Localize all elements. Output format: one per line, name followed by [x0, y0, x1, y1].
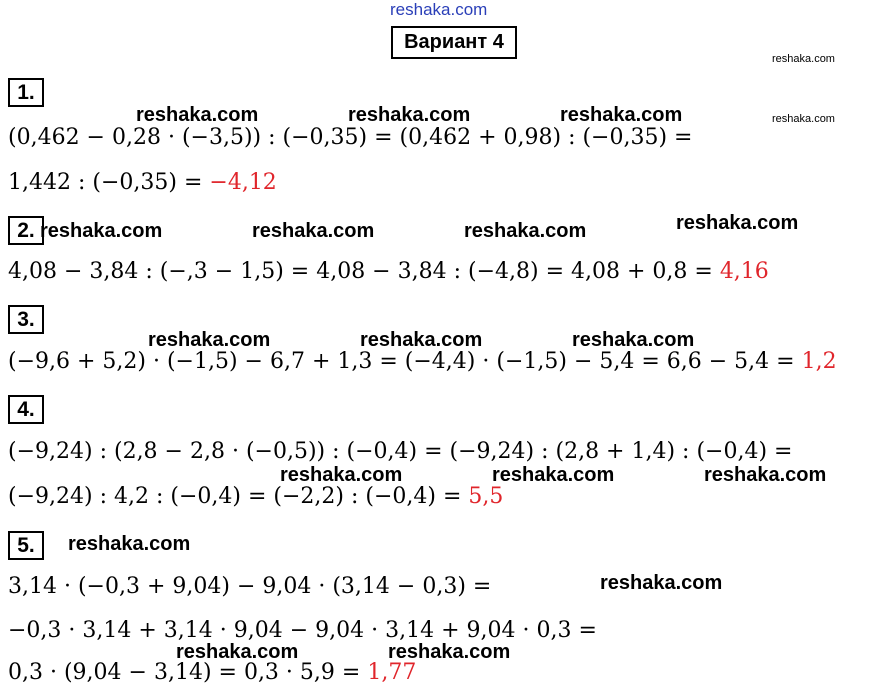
- equation-line: (0,462 − 0,28 · (−3,5)) : (−0,35) = (0,462 + 0,98) : (−0,35) =: [8, 125, 693, 150]
- watermark: reshaka.com: [492, 464, 615, 486]
- equation-line: (−9,24) : (2,8 − 2,8 · (−0,5)) : (−0,4) = (−9,24) : (2,8 + 1,4) : (−0,4) =: [8, 439, 793, 464]
- watermark: reshaka.com: [600, 572, 723, 594]
- watermark: reshaka.com: [388, 641, 511, 663]
- equation-line: 3,14 · (−0,3 + 9,04) − 9,04 · (3,14 − 0,3) =: [8, 574, 492, 599]
- watermark: reshaka.com: [464, 220, 587, 242]
- watermark: reshaka.com: [572, 329, 695, 351]
- equation-line: (−9,24) : 4,2 : (−0,4) = (−2,2) : (−0,4) = 5,5: [8, 484, 504, 509]
- answer: −4,12: [209, 170, 277, 195]
- watermark: reshaka.com: [676, 212, 799, 234]
- answer: 1,2: [801, 349, 837, 374]
- problem-number-3: 3.: [8, 305, 44, 334]
- problem-number-1: 1.: [8, 78, 44, 107]
- watermark: reshaka.com: [68, 533, 191, 555]
- watermark: reshaka.com: [772, 53, 835, 65]
- watermark: reshaka.com: [360, 329, 483, 351]
- watermark: reshaka.com: [148, 329, 271, 351]
- watermark: reshaka.com: [280, 464, 403, 486]
- variant-title: Вариант 4: [391, 26, 517, 59]
- equation-line: 1,442 : (−0,35) = −4,12: [8, 170, 277, 195]
- watermark: reshaka.com: [772, 113, 835, 125]
- equation-line: 0,3 · (9,04 − 3,14) = 0,3 · 5,9 = 1,77: [8, 660, 417, 685]
- equation-line: −0,3 · 3,14 + 3,14 · 9,04 − 9,04 · 3,14 + 9,04 · 0,3 =: [8, 618, 597, 643]
- problem-number-2: 2.: [8, 216, 44, 245]
- watermark: reshaka.com: [252, 220, 375, 242]
- equation-line: (−9,6 + 5,2) · (−1,5) − 6,7 + 1,3 = (−4,4) · (−1,5) − 5,4 = 6,6 − 5,4 = 1,2: [8, 349, 837, 374]
- problem-number-4: 4.: [8, 395, 44, 424]
- equation-line: 4,08 − 3,84 : (−,3 − 1,5) = 4,08 − 3,84 : (−4,8) = 4,08 + 0,8 = 4,16: [8, 259, 769, 284]
- answer: 4,16: [719, 259, 769, 284]
- answer: 5,5: [468, 484, 504, 509]
- answer: 1,77: [367, 660, 417, 685]
- problem-number-5: 5.: [8, 531, 44, 560]
- site-link[interactable]: reshaka.com: [390, 0, 488, 19]
- watermark: reshaka.com: [176, 641, 299, 663]
- watermark: reshaka.com: [704, 464, 827, 486]
- watermark: reshaka.com: [560, 104, 683, 126]
- watermark: reshaka.com: [136, 104, 259, 126]
- watermark: reshaka.com: [40, 220, 163, 242]
- watermark: reshaka.com: [348, 104, 471, 126]
